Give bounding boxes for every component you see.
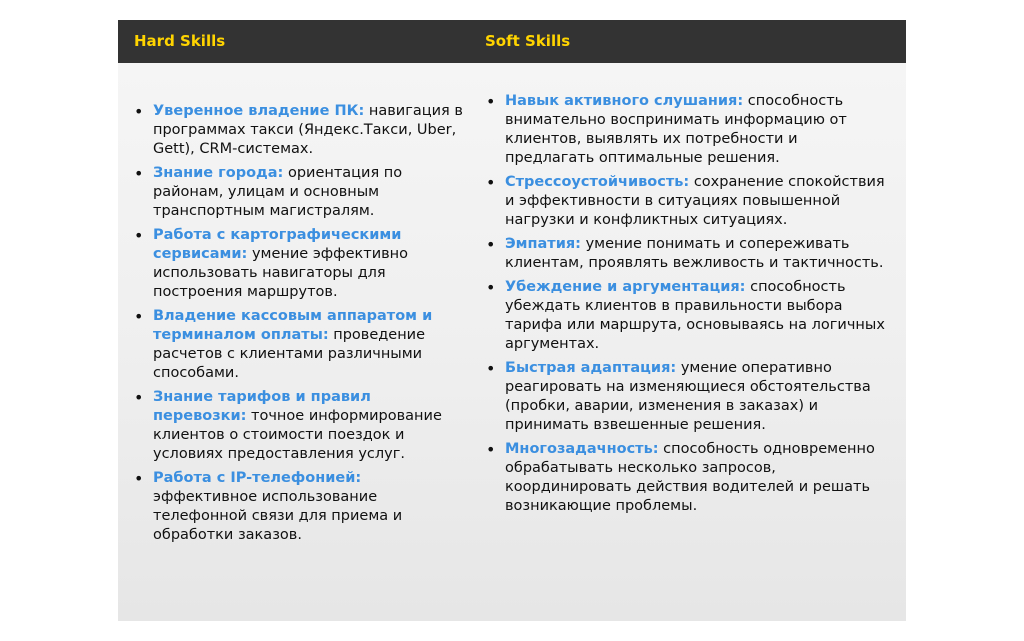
- soft-skill-term: Убеждение и аргументация:: [505, 279, 746, 295]
- hard-skills-title: Hard Skills: [134, 32, 226, 50]
- hard-skills-list: [153, 102, 463, 545]
- table-header: [118, 20, 906, 63]
- soft-skill-desc: сохранение спокойствия и эффективности в ситуациях повышенной нагрузки и конфликтных ситуациях.: [505, 174, 885, 228]
- hard-skills-column: [153, 102, 463, 550]
- hard-skill-desc: эффективное использование телефонной связи для приема и обработки заказов.: [153, 489, 403, 543]
- soft-skill-desc: способность убеждать клиентов в правильности выбора тарифа или маршрута, основываясь на логичных аргументах.: [505, 279, 885, 352]
- soft-skill-desc: способность одновременно обрабатывать несколько запросов, координировать действия водителей и решать возникающие проблемы.: [505, 441, 875, 514]
- hard-skill-desc: ориентация по районам, улицам и основным транспортным магистралям.: [153, 165, 403, 219]
- soft-skills-list: [505, 92, 890, 516]
- soft-skill-item: [505, 440, 890, 516]
- soft-skill-item: [505, 359, 890, 435]
- soft-skills-title: Soft Skills: [485, 32, 571, 50]
- hard-skill-desc: проведение расчетов с клиентами различными способами.: [153, 327, 426, 381]
- soft-skill-desc: умение оперативно реагировать на изменяющиеся обстоятельства (пробки, аварии, изменения в заказах) и принимать взвешенные решения.: [505, 360, 871, 433]
- hard-skill-term: Работа с картографическими сервисами:: [153, 227, 402, 262]
- hard-skill-term: Уверенное владение ПК:: [153, 103, 365, 119]
- soft-skill-term: Многозадачность:: [505, 441, 659, 457]
- soft-skill-item: [505, 92, 890, 168]
- soft-skill-term: Эмпатия:: [505, 236, 581, 252]
- hard-skill-item: [153, 164, 463, 221]
- hard-skill-desc: умение эффективно использовать навигаторы для построения маршрутов.: [153, 246, 409, 300]
- soft-skill-term: Стрессоустойчивость:: [505, 174, 690, 190]
- hard-skill-item: [153, 388, 463, 464]
- soft-skill-desc: умение понимать и сопереживать клиентам, проявлять вежливость и тактичность.: [505, 236, 884, 271]
- soft-skill-desc: способность внимательно воспринимать информацию от клиентов, выявлять их потребности и предлагать оптимальные решения.: [505, 93, 847, 166]
- soft-skills-column: [505, 92, 890, 521]
- soft-skill-term: Навык активного слушания:: [505, 93, 744, 109]
- skills-table: [118, 20, 906, 621]
- hard-skill-term: Знание тарифов и правил перевозки:: [153, 389, 371, 424]
- soft-skill-term: Быстрая адаптация:: [505, 360, 677, 376]
- hard-skill-term: Работа с IP-телефонией:: [153, 470, 362, 486]
- hard-skill-item: [153, 469, 463, 545]
- hard-skill-term: Владение кассовым аппаратом и терминалом оплаты:: [153, 308, 433, 343]
- hard-skill-item: [153, 307, 463, 383]
- hard-skill-item: [153, 226, 463, 302]
- hard-skill-desc: навигация в программах такси (Яндекс.Такси, Uber, Gett), CRM-системах.: [153, 103, 463, 157]
- hard-skill-desc: точное информирование клиентов о стоимости поездок и условиях предоставления услуг.: [153, 408, 442, 462]
- soft-skill-item: [505, 173, 890, 230]
- hard-skill-term: Знание города:: [153, 165, 284, 181]
- soft-skill-item: [505, 235, 890, 273]
- hard-skill-item: [153, 102, 463, 159]
- soft-skill-item: [505, 278, 890, 354]
